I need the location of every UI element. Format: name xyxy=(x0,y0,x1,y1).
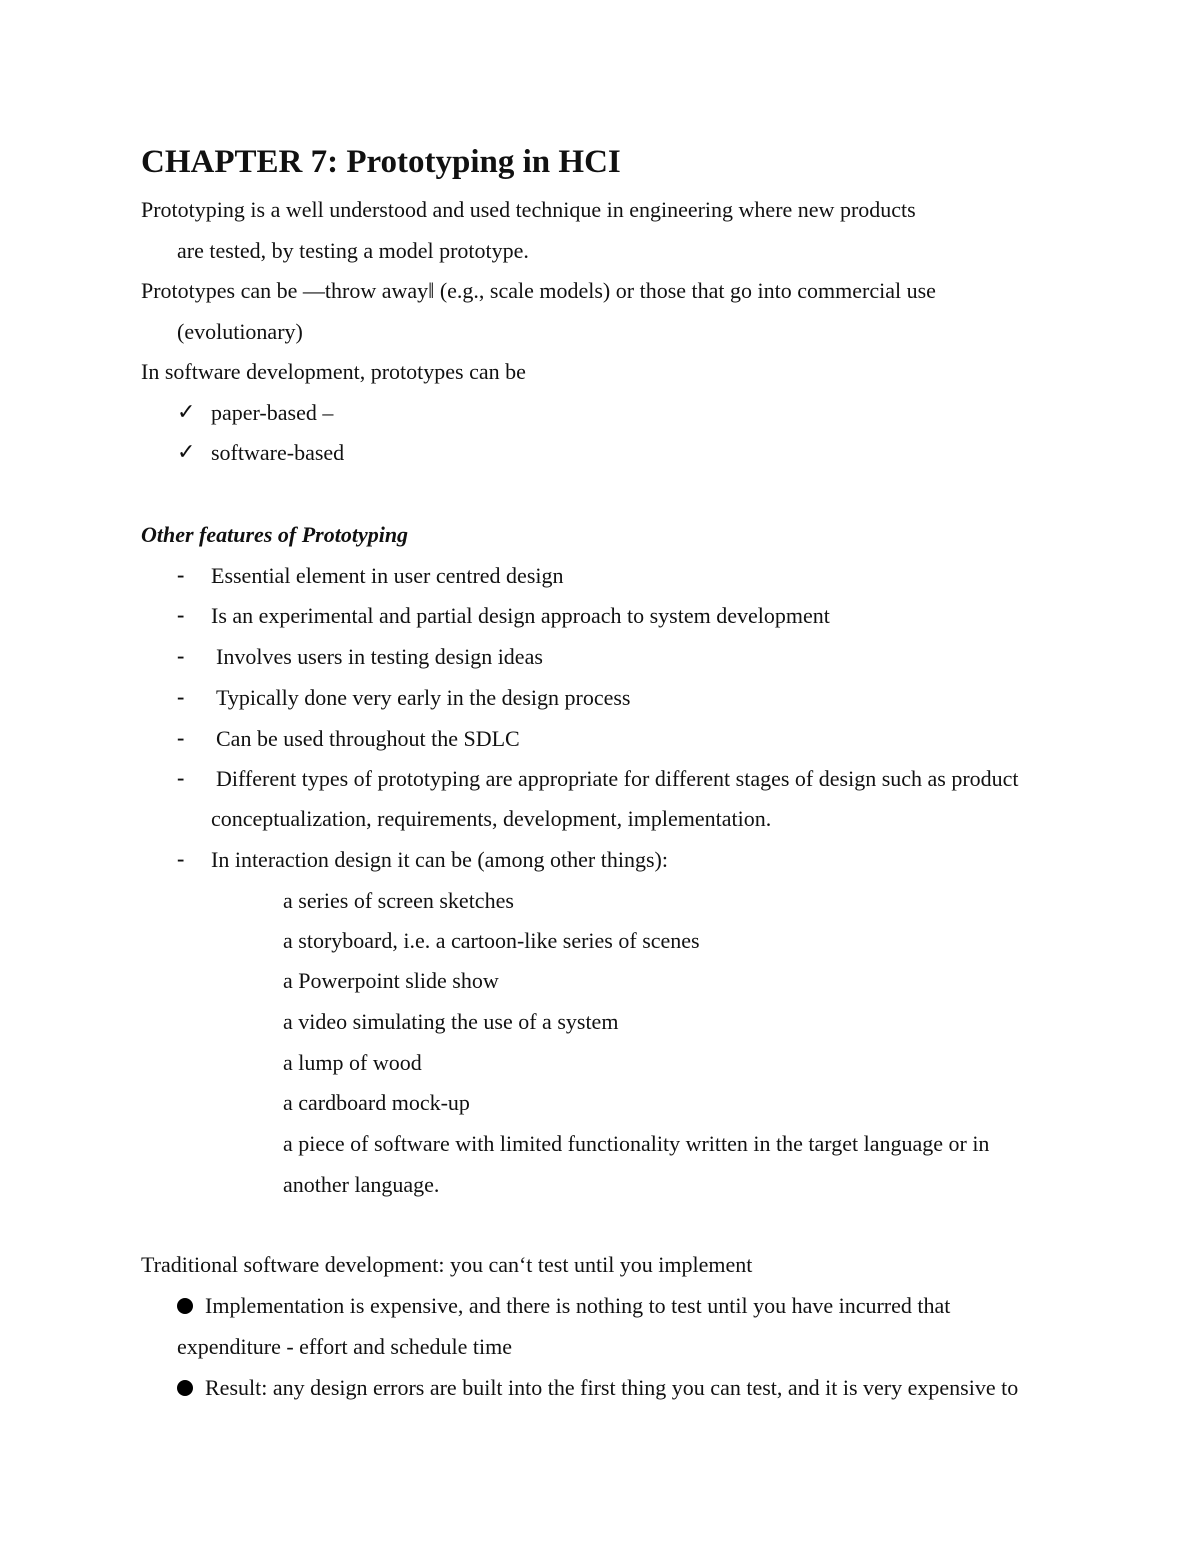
intro-paragraph-3: In software development, prototypes can be xyxy=(141,359,526,384)
form-item: a Powerpoint slide show xyxy=(283,968,499,993)
dash-bullet: - xyxy=(177,684,185,709)
form-item: a cardboard mock-up xyxy=(283,1090,470,1115)
check-item-software-based: software-based xyxy=(211,440,345,465)
intro-paragraph-1-line-1: Prototyping is a well understood and used technique in engineering where new products xyxy=(141,197,916,222)
intro-paragraph-2-line-1: Prototypes can be —throw away‖ (e.g., scale models) or those that go into commercial use xyxy=(141,278,936,303)
feature-item: Different types of prototyping are appropriate for different stages of design such as product xyxy=(216,766,1019,791)
feature-item-continuation: conceptualization, requirements, development, implementation. xyxy=(211,806,772,831)
form-item-continuation: another language. xyxy=(283,1172,440,1197)
bullet-dot-icon xyxy=(177,1380,193,1396)
checkmark-icon: ✓ xyxy=(177,399,196,424)
feature-item: Essential element in user centred design xyxy=(211,563,564,588)
feature-item: In interaction design it can be (among other things): xyxy=(211,847,668,872)
dash-bullet: - xyxy=(177,765,185,790)
form-item: a piece of software with limited functionality written in the target language or in xyxy=(283,1131,990,1156)
feature-item: Can be used throughout the SDLC xyxy=(216,726,520,751)
dash-bullet: - xyxy=(177,643,185,668)
dash-bullet: - xyxy=(177,725,185,750)
checkmark-icon: ✓ xyxy=(177,439,196,464)
traditional-heading: Traditional software development: you can‘t test until you implement xyxy=(141,1252,753,1277)
intro-paragraph-1-line-2: are tested, by testing a model prototype. xyxy=(177,238,529,263)
feature-item: Is an experimental and partial design approach to system development xyxy=(211,603,830,628)
chapter-title: CHAPTER 7: Prototyping in HCI xyxy=(141,144,621,180)
dash-bullet: - xyxy=(177,846,185,871)
form-item: a video simulating the use of a system xyxy=(283,1009,619,1034)
dash-bullet: - xyxy=(177,562,185,587)
intro-paragraph-2-line-2: (evolutionary) xyxy=(177,319,303,344)
feature-item: Involves users in testing design ideas xyxy=(216,644,543,669)
dash-bullet: - xyxy=(177,602,185,627)
form-item: a lump of wood xyxy=(283,1050,422,1075)
bullet-dot-icon xyxy=(177,1298,193,1314)
traditional-bullet-1-line-1: Implementation is expensive, and there is nothing to test until you have incurred that xyxy=(205,1293,951,1318)
check-item-paper-based: paper-based – xyxy=(211,400,334,425)
traditional-bullet-2-line-1: Result: any design errors are built into the first thing you can test, and it is very expensive to xyxy=(205,1375,1019,1400)
traditional-bullet-1-line-2: expenditure - effort and schedule time xyxy=(177,1334,512,1359)
form-item: a storyboard, i.e. a cartoon-like series of scenes xyxy=(283,928,700,953)
features-heading: Other features of Prototyping xyxy=(141,522,409,547)
feature-item: Typically done very early in the design process xyxy=(216,685,631,710)
form-item: a series of screen sketches xyxy=(283,888,514,913)
